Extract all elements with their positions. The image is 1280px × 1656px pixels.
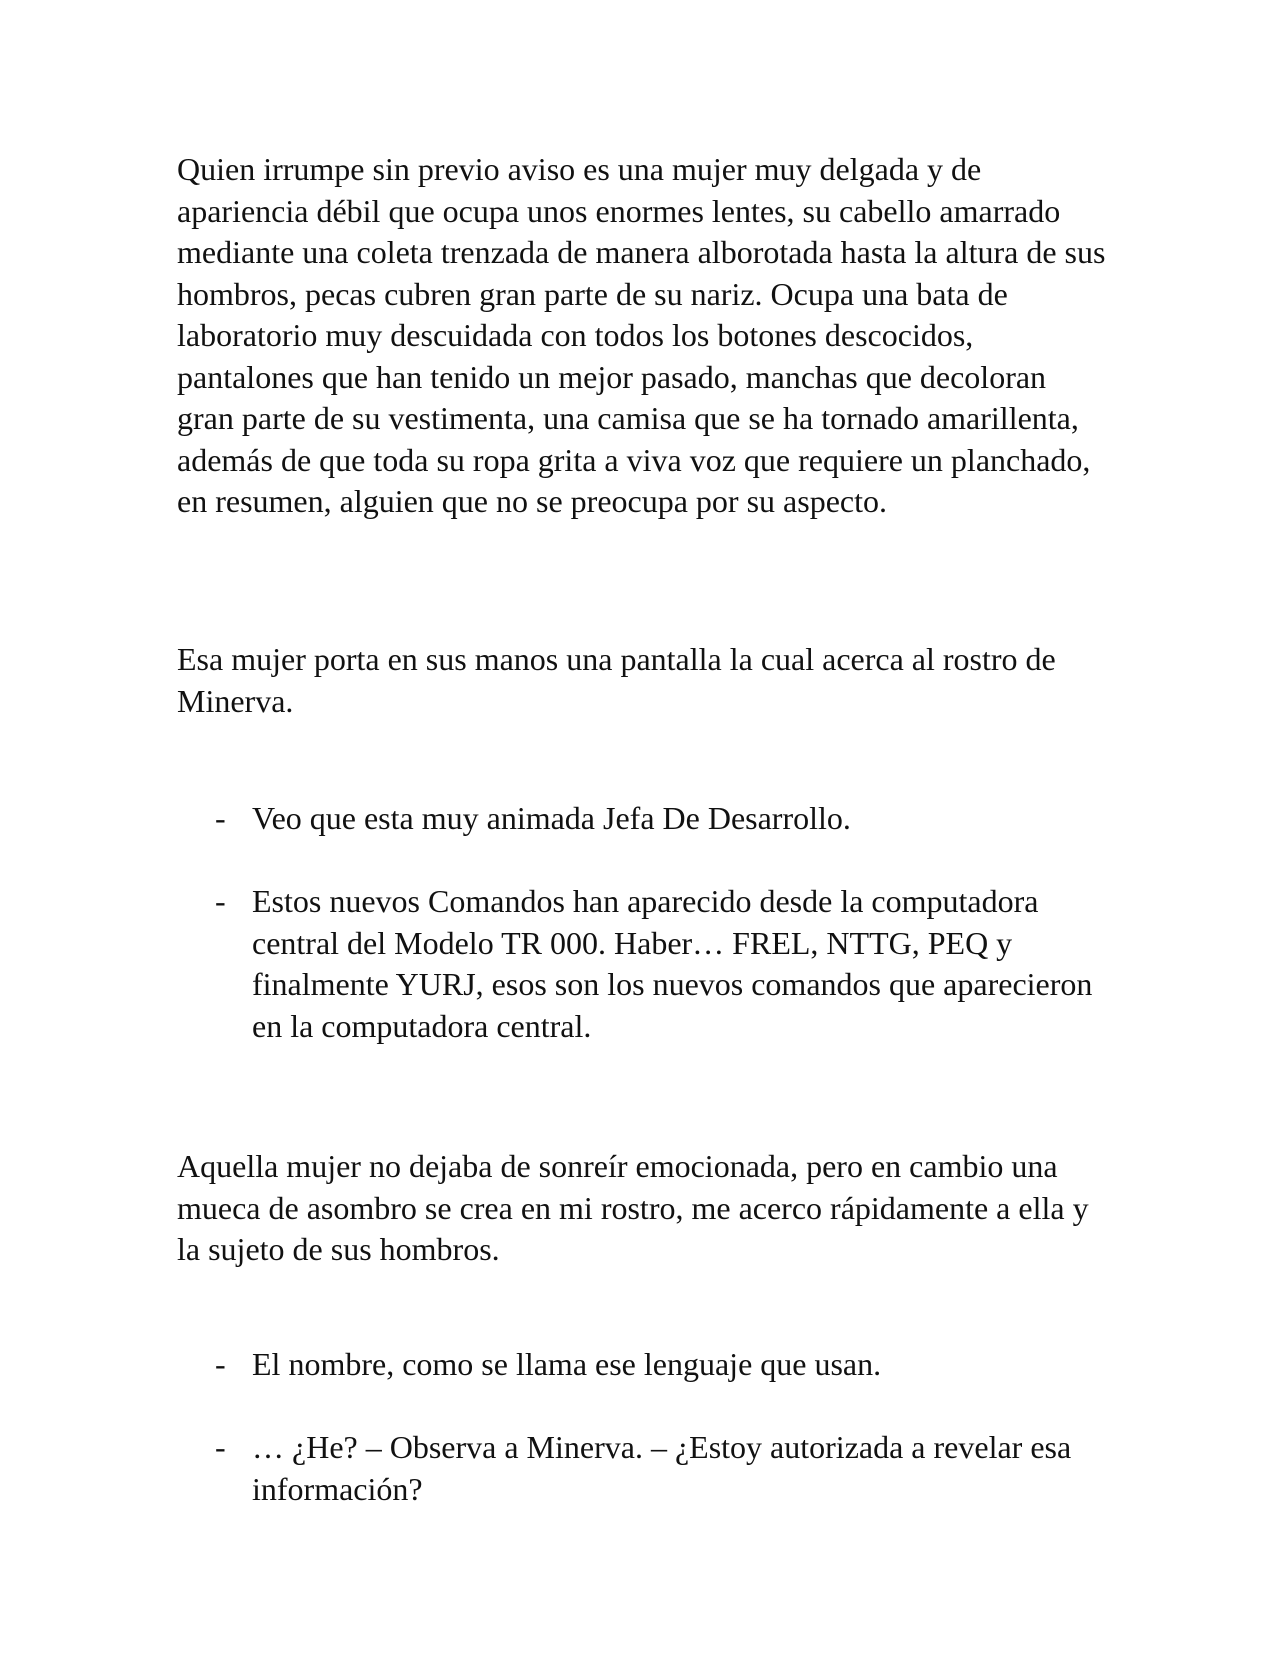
dialogue-line xyxy=(177,1427,1107,1510)
dialogue-text: … ¿He? – Observa a Minerva. – ¿Estoy autorizada a revelar esa información? xyxy=(252,1429,1072,1507)
dialogue-line xyxy=(177,881,1107,1047)
dialogue-block xyxy=(177,798,1107,1047)
dialogue-line xyxy=(177,1344,1107,1386)
dialogue-dash: - xyxy=(215,883,226,919)
dialogue-dash: - xyxy=(215,1346,226,1382)
dialogue-dash: - xyxy=(215,800,226,836)
dialogue-text: El nombre, como se llama ese lenguaje que usan. xyxy=(252,1346,882,1382)
narrative-paragraph: Quien irrumpe sin previo aviso es una mujer muy delgada y de apariencia débil que ocupa unos enormes lentes, su cabello amarrado mediante una coleta trenzada de manera alborotada hasta la altura de sus hombros, pecas cubren gran parte de su nariz. Ocupa una bata de laboratorio muy descuidada con todos los botones descocidos, pantalones que han tenido un mejor pasado, manchas que decoloran gran parte de su vestimenta, una camisa que se ha tornado amarillenta, además de que toda su ropa grita a viva voz que requiere un planchado, en resumen, alguien que no se preocupa por su aspecto. xyxy=(177,151,1106,519)
dialogue-text: Estos nuevos Comandos han aparecido desde la computadora central del Modelo TR 000. Haber… FREL, NTTG, PEQ y finalmente YURJ, esos son los nuevos comandos que aparecieron en la computadora central. xyxy=(252,883,1093,1044)
dialogue-text: Veo que esta muy animada Jefa De Desarrollo. xyxy=(252,800,851,836)
narrative-paragraph: Esa mujer porta en sus manos una pantalla la cual acerca al rostro de Minerva. xyxy=(177,641,1056,719)
dialogue-line xyxy=(177,798,1107,840)
dialogue-block xyxy=(177,1344,1107,1510)
narrative-paragraph: Aquella mujer no dejaba de sonreír emocionada, pero en cambio una mueca de asombro se crea en mi rostro, me acerco rápidamente a ella y la sujeto de sus hombros. xyxy=(177,1148,1089,1267)
dialogue-dash: - xyxy=(215,1429,226,1465)
